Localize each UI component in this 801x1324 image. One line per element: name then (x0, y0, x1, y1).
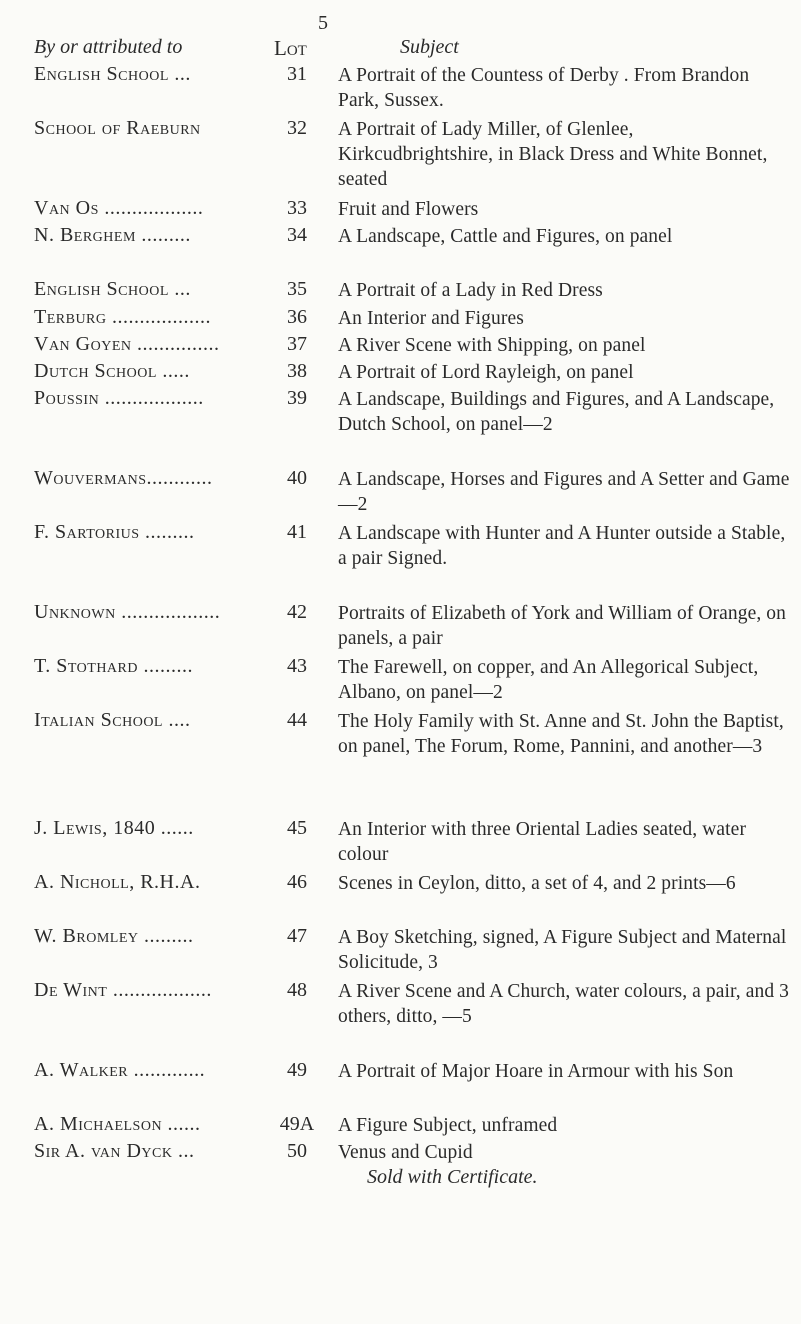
artist-name: Van Os .................. (34, 197, 204, 219)
artist-name: Unknown .................. (34, 601, 221, 623)
artist-name: English School ... (34, 63, 191, 85)
lot-number: 38 (287, 360, 307, 382)
lot-subject: An Interior with three Oriental Ladies seated, water colour (338, 819, 747, 865)
lot-number: 45 (287, 817, 307, 839)
lot-number: 37 (287, 333, 307, 355)
certificate-note: Sold with Certificate. (367, 1166, 538, 1188)
lot-subject: A Portrait of Lady Miller, of Glenlee, Kirkcudbrightshire, in Black Dress and White Bonnet, seated (338, 119, 768, 190)
lot-subject: A Landscape with Hunter and A Hunter outside a Stable, a pair Signed. (338, 523, 786, 569)
lot-subject: The Holy Family with St. Anne and St. John the Baptist, on panel, The Forum, Rome, Pannini, and another—3 (338, 711, 784, 757)
artist-name: A. Walker ............. (34, 1059, 206, 1081)
lot-subject: A Boy Sketching, signed, A Figure Subject and Maternal Solicitude, 3 (338, 927, 787, 973)
artist-name: T. Stothard ......... (34, 655, 193, 677)
artist-name: Van Goyen ............... (34, 333, 220, 355)
column-header-subject: Subject (400, 36, 459, 58)
artist-name: Terburg .................. (34, 306, 212, 328)
artist-name: Sir A. van Dyck ... (34, 1140, 195, 1162)
lot-subject: A Landscape, Horses and Figures and A Setter and Game—2 (338, 469, 790, 515)
lot-number: 31 (287, 63, 307, 85)
lot-number: 34 (287, 224, 307, 246)
artist-name: J. Lewis, 1840 ...... (34, 817, 194, 839)
lot-number: 43 (287, 655, 307, 677)
lot-subject: Portraits of Elizabeth of York and William of Orange, on panels, a pair (338, 603, 786, 649)
lot-subject: A Portrait of the Countess of Derby . From Brandon Park, Sussex. (338, 65, 750, 111)
lot-subject: A Portrait of Major Hoare in Armour with his Son (338, 1061, 734, 1082)
lot-number: 36 (287, 306, 307, 328)
lot-subject: A Landscape, Buildings and Figures, and A Landscape, Dutch School, on panel—2 (338, 389, 775, 435)
lot-subject: A Landscape, Cattle and Figures, on panel (338, 226, 673, 247)
lot-subject: A River Scene with Shipping, on panel (338, 335, 646, 356)
artist-name: School of Raeburn (34, 117, 201, 139)
lot-subject: An Interior and Figures (338, 308, 524, 329)
artist-name: Wouvermans............ (34, 467, 213, 489)
lot-number: 42 (287, 601, 307, 623)
lot-subject: A Portrait of a Lady in Red Dress (338, 280, 603, 301)
lot-number: 33 (287, 197, 307, 219)
lot-subject: Scenes in Ceylon, ditto, a set of 4, and 2 prints—6 (338, 873, 736, 894)
catalogue-page: 5 By or attributed to Lot Subject English School ... 31 A Portrait of the Countess of Derby . From Brandon Park, Sussex. School of Raeburn 32 A Portrait of Lady Miller, of Glenlee, Kirkcudbrightshire, in Black Dress and White Bonnet, seated Van Os .................. 33 Fruit and Flowers N. Berghem ......... 34 A Landscape, Cattle and Figures, on panel English School ... 35 A Portrait of a Lady in Red Dress Terburg .................. 36 An Interior and Figures Van Goyen ............... 37 A River Scene with Shipping, on panel Dutch School ..... 38 A Portrait of Lord Rayleigh, on panel Poussin .................. 39 A Landscape, Buildings and Figures, and A Landscape, Dutch School, on panel—2 Wouvermans............ 40 A Landscape, Horses and Figures and A Setter and Game—2 F. Sartorius ......... 41 A Landscape with Hunter and A Hunter outside a Stable, a pair Signed. Unknown .................. 42 Portraits of Elizabeth of York and William of Orange, on panels, a pair T. Stothard ......... 43 The Farewell, on copper, and An Allegorical Subject, Albano, on panel—2 Italian School .... 44 The Holy Family with St. Anne and St. John the Baptist, on panel, The Forum, Rome, Pannini, and another—3 J. Lewis, 1840 ...... 45 An Interior with three Oriental Ladies seated, water colour A. Nicholl, R.H.A. 46 Scenes in Ceylon, ditto, a set of 4, and 2 prints—6 W. Bromley ......... 47 A Boy Sketching, signed, A Figure Subject and Maternal Solicitude, 3 De Wint .................. 48 A River Scene and A Church, water colours, a pair, and 3 others, ditto, —5 A. Walker ............. 49 A Portrait of Major Hoare in Armour with his Son A. Michaelson ...... 49A A Figure Subject, unframed Sir A. van Dyck ... 50 Venus and Cupid Sold with Certificate. (0, 0, 801, 1324)
column-header-attributed: By or attributed to (34, 36, 183, 58)
lot-subject: A Figure Subject, unframed (338, 1115, 558, 1136)
lot-number: 46 (287, 871, 307, 893)
lot-number: 35 (287, 278, 307, 300)
lot-subject: Fruit and Flowers (338, 199, 479, 220)
lot-subject: Venus and Cupid (338, 1142, 473, 1163)
artist-name: Poussin .................. (34, 387, 204, 409)
artist-name: Dutch School ..... (34, 360, 190, 382)
artist-name: F. Sartorius ......... (34, 521, 195, 543)
column-header-lot: Lot (274, 36, 307, 60)
lot-number: 39 (287, 387, 307, 409)
lot-number: 49A (279, 1113, 315, 1135)
artist-name: English School ... (34, 278, 191, 300)
artist-name: W. Bromley ......... (34, 925, 194, 947)
lot-number: 47 (287, 925, 307, 947)
lot-number: 44 (287, 709, 307, 731)
artist-name: N. Berghem ......... (34, 224, 191, 246)
lot-subject: A River Scene and A Church, water colours, a pair, and 3 others, ditto, —5 (338, 981, 790, 1027)
lot-number: 40 (287, 467, 307, 489)
lot-number: 50 (287, 1140, 307, 1162)
lot-number: 48 (287, 979, 307, 1001)
lot-number: 49 (287, 1059, 307, 1081)
lot-number: 41 (287, 521, 307, 543)
artist-name: De Wint .................. (34, 979, 212, 1001)
lot-number: 32 (287, 117, 307, 139)
lot-subject: The Farewell, on copper, and An Allegorical Subject, Albano, on panel—2 (338, 657, 759, 703)
artist-name: A. Nicholl, R.H.A. (34, 871, 201, 893)
lot-subject: A Portrait of Lord Rayleigh, on panel (338, 362, 634, 383)
artist-name: Italian School .... (34, 709, 191, 731)
artist-name: A. Michaelson ...... (34, 1113, 201, 1135)
